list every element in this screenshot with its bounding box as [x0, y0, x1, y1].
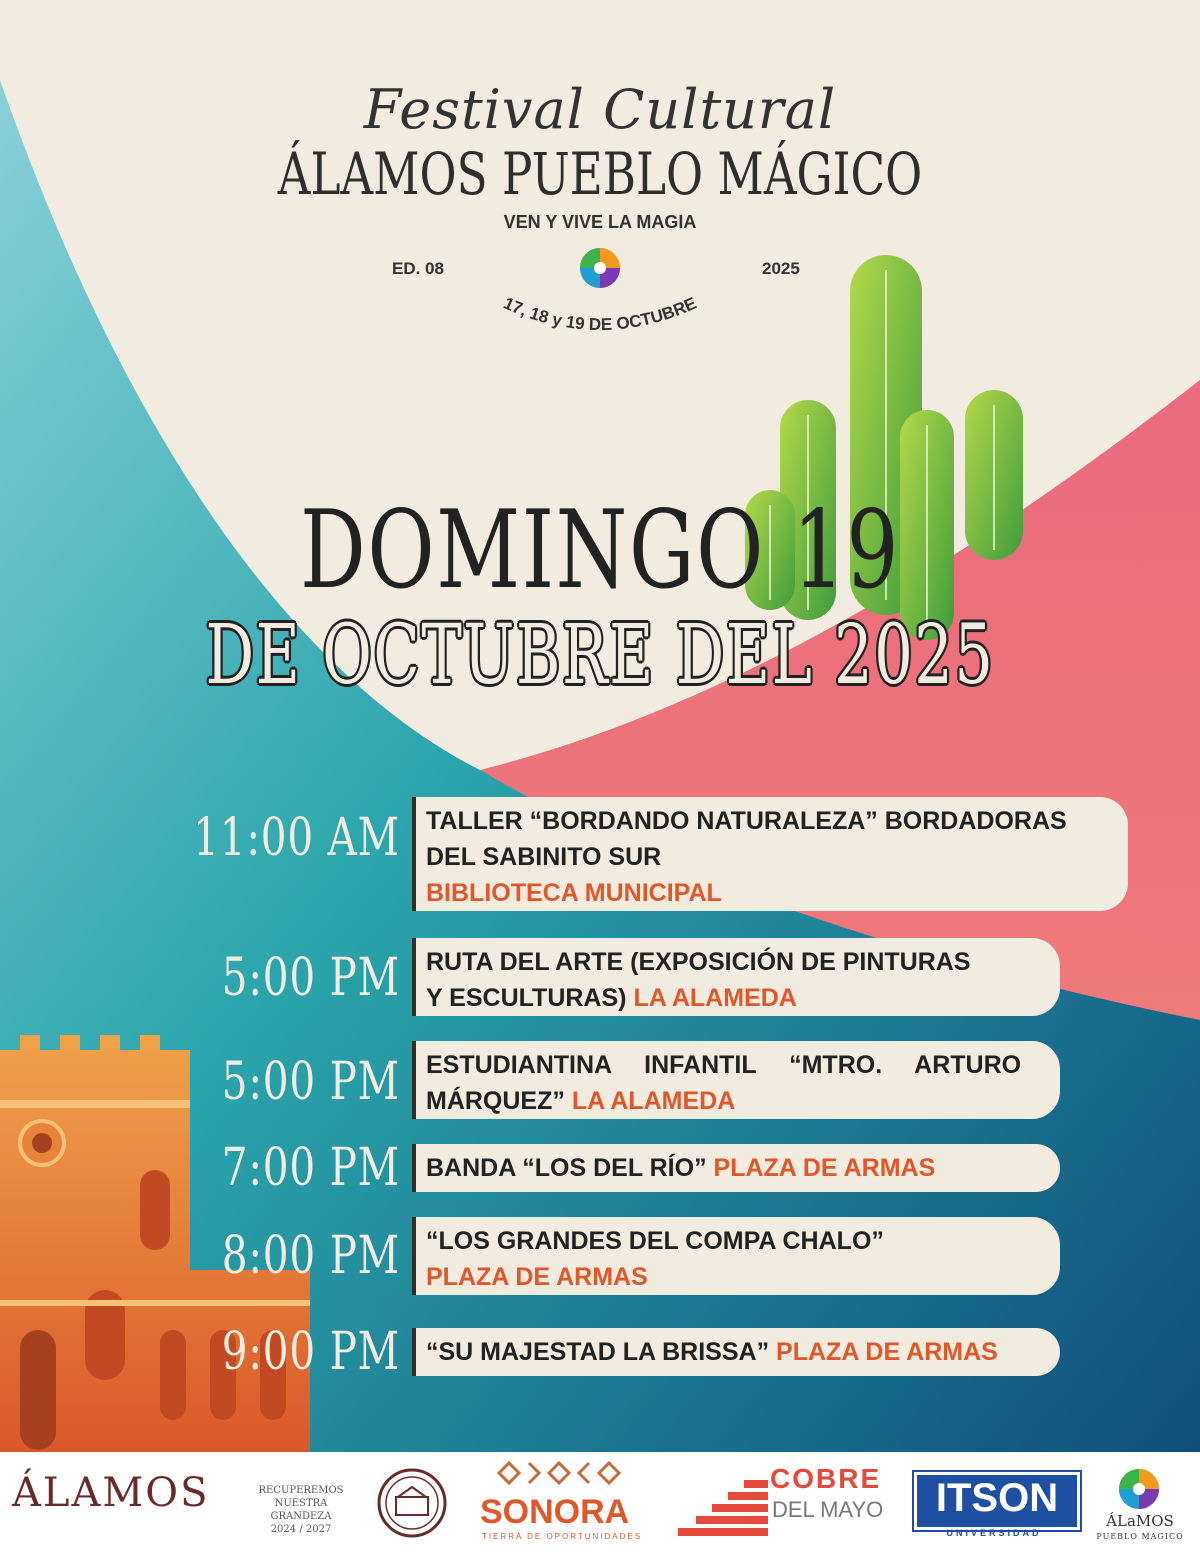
- event-time: 5:00 PM: [221, 948, 400, 1008]
- event-venue: PLAZA DE ARMAS: [776, 1338, 998, 1366]
- itson-logo: ITSON: [914, 1472, 1080, 1530]
- pinwheel-icon: [580, 248, 620, 288]
- event-venue: LA ALAMEDA: [633, 984, 797, 1012]
- cobre-wordmark: COBRE: [770, 1463, 882, 1494]
- cobre-stairs-icon: [678, 1478, 768, 1540]
- event-time: 8:00 PM: [221, 1226, 400, 1286]
- event-title-line: MÁRQUEZ”: [426, 1087, 565, 1115]
- municipal-seal-icon: [376, 1467, 448, 1539]
- recuperemos-text: [250, 1484, 352, 1536]
- festival-tagline: VEN Y VIVE LA MAGIA: [503, 212, 697, 232]
- alamos-wordmark: ÁLAMOS: [12, 1470, 210, 1516]
- event-venue: BIBLIOTECA MUNICIPAL: [426, 879, 722, 907]
- event-title-line: BANDA “LOS DEL RÍO”: [426, 1154, 707, 1182]
- event-title-line: RUTA DEL ARTE (EXPOSICIÓN DE PINTURAS: [426, 948, 971, 976]
- festival-main-title: ÁLAMOS PUEBLO MÁGICO: [277, 140, 923, 208]
- festival-script-title: Festival Cultural: [363, 78, 837, 141]
- event-title-line: Y ESCULTURAS): [426, 984, 627, 1012]
- event-row: [412, 1041, 1060, 1119]
- event-time: 7:00 PM: [221, 1138, 400, 1198]
- alamos-logo-text: ÁLaMOS: [1106, 1512, 1174, 1530]
- event-title-line: DEL SABINITO SUR: [426, 843, 662, 871]
- event-row: [412, 1217, 1060, 1295]
- recuperemos-line: 2024 / 2027: [270, 1524, 332, 1535]
- event-time: 9:00 PM: [221, 1322, 400, 1382]
- event-title-line: “LOS GRANDES DEL COMPA CHALO”: [426, 1227, 884, 1255]
- event-title-line: TALLER “BORDANDO NATURALEZA” BORDADORAS: [426, 807, 1067, 835]
- event-venue: PLAZA DE ARMAS: [426, 1263, 648, 1291]
- event-row: [412, 1144, 1060, 1192]
- day-title: DOMINGO 19: [300, 488, 900, 613]
- pueblo-magico-text: PUEBLO MÁGICO: [1096, 1532, 1184, 1541]
- event-venue: PLAZA DE ARMAS: [713, 1154, 936, 1182]
- event-title-line: ESTUDIANTINA INFANTIL “MTRO. ARTURO: [426, 1051, 1022, 1079]
- sonora-subtitle: TIERRA DE OPORTUNIDADES: [482, 1532, 643, 1541]
- edition-label: ED. 08: [392, 259, 444, 278]
- event-time: 5:00 PM: [221, 1052, 400, 1112]
- event-row: [412, 797, 1128, 911]
- pueblo-magico-pinwheel-icon: [1116, 1466, 1162, 1512]
- date-subtitle: DE OCTUBRE DEL 2025: [205, 608, 995, 703]
- event-row: [412, 1328, 1060, 1376]
- event-title-line: “SU MAJESTAD LA BRISSA”: [426, 1338, 770, 1366]
- event-time: 11:00 AM: [193, 808, 400, 868]
- recuperemos-line: NUESTRA GRANDEZA: [270, 1498, 332, 1522]
- del-mayo-wordmark: DEL MAYO: [772, 1497, 884, 1522]
- sonora-wordmark: SONORA: [480, 1493, 630, 1531]
- event-row: [412, 938, 1060, 1016]
- recuperemos-line: RECUPEREMOS: [258, 1485, 344, 1496]
- itson-subtitle: UNIVERSIDAD: [946, 1528, 1042, 1538]
- sonora-pattern-icon: [494, 1458, 624, 1488]
- year-label: 2025: [762, 259, 800, 278]
- dates-arc-text: 17, 18 y 19 DE OCTUBRE: [500, 293, 700, 335]
- event-venue: LA ALAMEDA: [571, 1087, 736, 1115]
